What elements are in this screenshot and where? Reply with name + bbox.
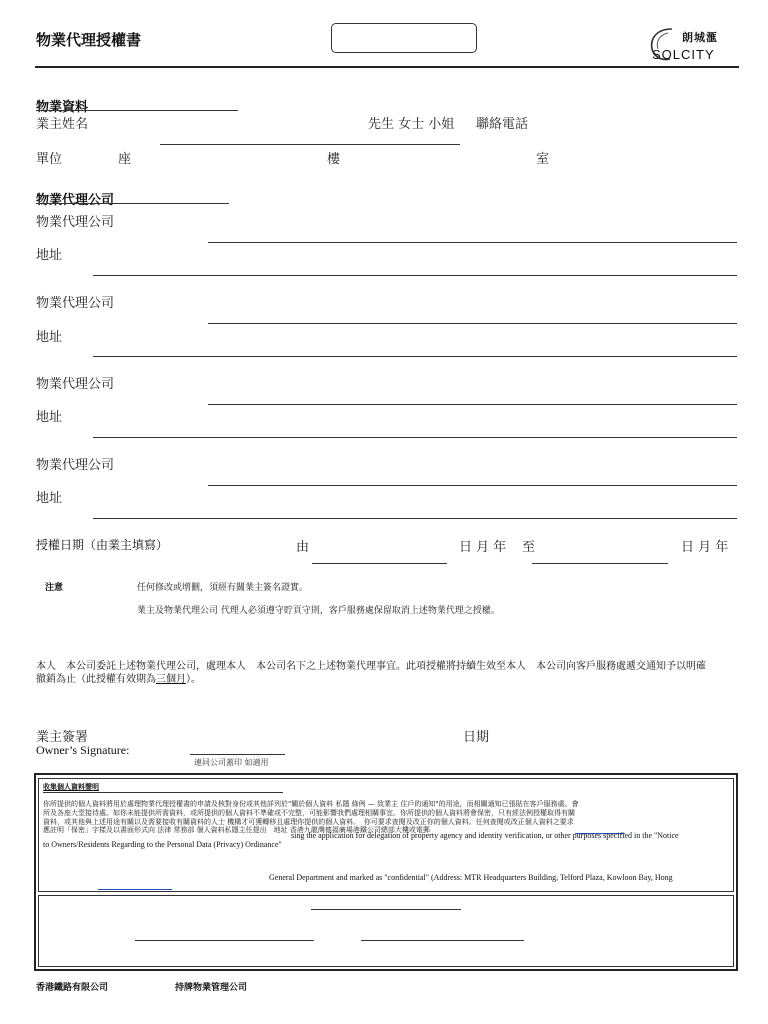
solcity-logo xyxy=(646,25,722,65)
privacy-english-line-3: General Department and marked as "confidential" (Address: MTR Headquarters Building, Telford Plaza, Kowloon Bay, Hong xyxy=(269,873,673,882)
signature-date-label: 日期 xyxy=(463,730,490,745)
date-to-field[interactable] xyxy=(532,563,668,564)
declaration-text-a: 撤銷為止（此授權有效期為 xyxy=(36,674,156,685)
date-to-label: 至 xyxy=(522,540,536,555)
agent-address-field[interactable] xyxy=(93,518,737,519)
property-section-heading: 物業資料 xyxy=(36,100,89,115)
validity-period: 三個月 xyxy=(156,674,186,685)
agent-address-label: 地址 xyxy=(36,410,63,425)
agent-address-label: 地址 xyxy=(36,248,63,263)
date-from-field[interactable] xyxy=(312,563,447,564)
agent-company-field[interactable] xyxy=(208,323,737,324)
office-use-box xyxy=(38,895,734,967)
office-use-line[interactable] xyxy=(135,940,314,941)
phone-label: 聯絡電話 xyxy=(476,117,529,132)
footer-company: 香港鐵路有限公司 xyxy=(36,983,109,993)
agent-address-label: 地址 xyxy=(36,330,63,345)
declaration-line-1: 本人 本公司委託上述物業代理公司，處理本人 本公司名下之上述物業代理事宜。此項授權將持續生效至本人 本公司向客戶服務處遞交通知予以明確 xyxy=(36,661,706,672)
header-rule xyxy=(35,66,739,68)
declaration-text-c: ）。 xyxy=(186,674,201,685)
date-from-label: 由 xyxy=(296,540,310,555)
office-use-line[interactable] xyxy=(361,940,524,941)
block-label: 座 xyxy=(118,152,132,167)
owner-name-label: 業主姓名 xyxy=(36,117,89,132)
privacy-english-line-2: to Owners/Residents Regarding to the Personal Data (Privacy) Ordinance" xyxy=(43,840,282,849)
office-use-line[interactable] xyxy=(311,909,461,910)
privacy-text-line-1: 你所提供的個人資料將用於處理物業代理授權書的申請及核對身份或其他詳列於"關於個人資料 私隱 條例 — 致業主 住戶的通知"的用途，而相關通知已張貼在客戶服務處。會 xyxy=(43,800,579,808)
privacy-text-line-2: 所及各座大堂接待處。如你未能提供所需資料，或所提供的個人資料不準確或不完整，可能影響我們處理相關事宜。你所提供的個人資料將會保密，只有經法例授權取得有關 xyxy=(43,809,575,817)
privacy-text-line-3: 資料，或其他與上述用途有關以及需要接收有關資料的人士 機構才可獲轉移且處理你提供的個人資料。 你可要求查閱及改正你的個人資料。任何查閱或改正個人資料之要求 xyxy=(43,818,574,826)
owner-name-field[interactable] xyxy=(160,144,460,145)
privacy-heading: 收集個人資料聲明 xyxy=(43,783,99,791)
agent-company-label: 物業代理公司 xyxy=(36,296,115,311)
agent-address-label: 地址 xyxy=(36,491,63,506)
form-code-box[interactable] xyxy=(331,23,477,53)
agent-address-field[interactable] xyxy=(93,437,737,438)
privacy-text-line-4: 應註明「保密」字樣及以書面形式向 法律 常務部 個人資料私隱主任提出 地址 香港九龍灣德福廣場港鐵公司總部大樓或電郵 xyxy=(43,826,430,834)
agent-company-field[interactable] xyxy=(208,404,737,405)
privacy-english-line-1: sing the application for delegation of property agency and identity verification, or other purposes specified in the "Notice xyxy=(291,831,679,840)
footer-license: 持牌物業管理公司 xyxy=(175,983,248,993)
company-chop-note: 連同公司蓋印 如適用 xyxy=(194,758,269,767)
agent-company-field[interactable] xyxy=(208,242,737,243)
auth-date-label: 授權日期（由業主填寫） xyxy=(36,538,169,552)
owner-signature-label-cn: 業主簽署 xyxy=(36,730,89,745)
unit-label: 單位 xyxy=(36,152,63,167)
logo-cn-text: 朗城滙 xyxy=(682,31,718,44)
agent-company-label: 物業代理公司 xyxy=(36,215,115,230)
notes-line-1: 任何修改或增刪，須經有關業主簽名證實。 xyxy=(137,583,309,593)
signature-field[interactable] xyxy=(190,754,285,755)
agent-address-field[interactable] xyxy=(93,275,737,276)
date-from-suffix: 日 月 年 xyxy=(459,540,507,555)
agent-company-field[interactable] xyxy=(208,485,737,486)
declaration-line-2 xyxy=(36,670,201,685)
logo-en-text: SOLCITY xyxy=(652,47,715,62)
form-title: 物業代理授權書 xyxy=(36,31,142,49)
notes-line-2: 業主及物業代理公司 代理人必須遵守貯頁守則，客戶服務處保留取消上述物業代理之授權。 xyxy=(137,606,500,616)
agent-section-heading: 物業代理公司 xyxy=(36,193,115,208)
privacy-heading-rule xyxy=(43,792,283,793)
agent-company-label: 物業代理公司 xyxy=(36,458,115,473)
agent-heading-underline xyxy=(36,203,229,204)
notes-label: 注意 xyxy=(45,583,64,593)
date-to-suffix: 日 月 年 xyxy=(681,540,729,555)
agent-company-label: 物業代理公司 xyxy=(36,377,115,392)
room-label: 室 xyxy=(536,152,550,167)
floor-label: 樓 xyxy=(327,152,341,167)
property-heading-underline xyxy=(36,110,238,111)
owner-signature-label-en: Owner’s Signature: xyxy=(36,743,130,757)
agent-address-field[interactable] xyxy=(93,356,737,357)
salutation-options[interactable]: 先生 女士 小姐 xyxy=(368,117,455,132)
privacy-email-link-en[interactable] xyxy=(98,889,172,890)
